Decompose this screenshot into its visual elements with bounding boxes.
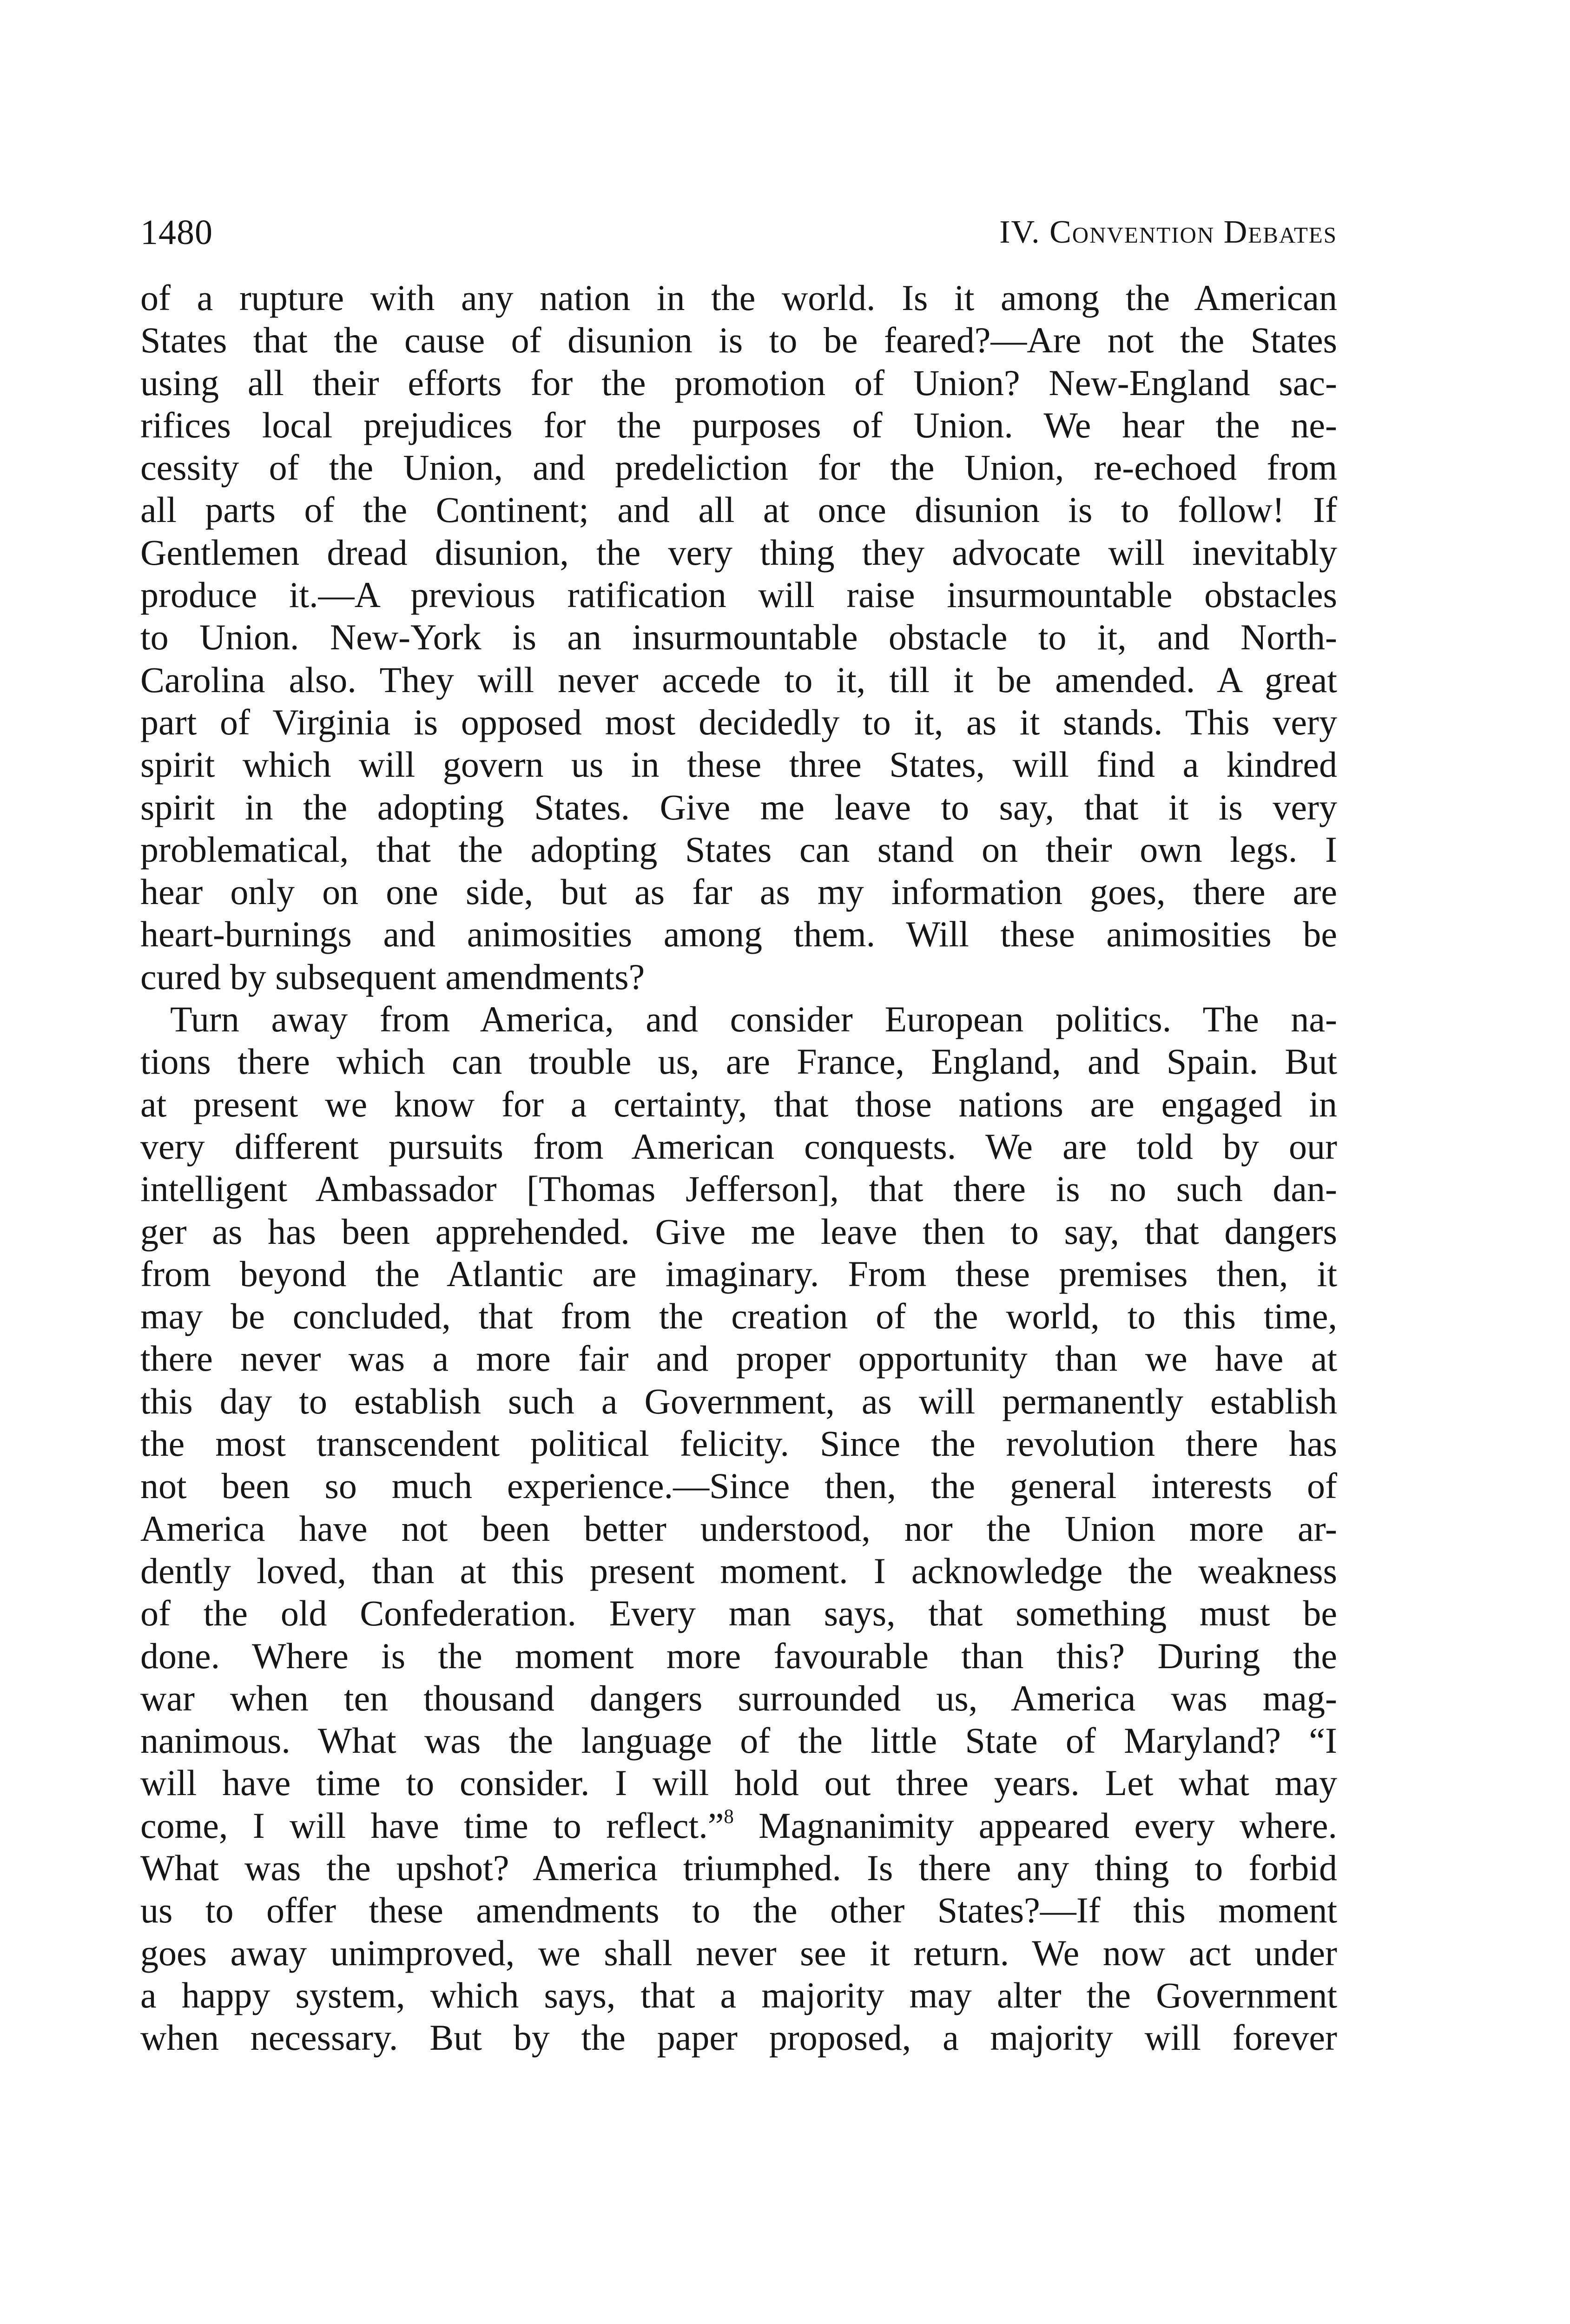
- text-line: cured by subsequent amendments?: [140, 956, 645, 997]
- text-line: produce it.—A previous ratification will raise insurmountable obstacles: [140, 574, 1337, 615]
- text-line: using all their efforts for the promotion of Union? New-England sac-: [140, 362, 1337, 403]
- text-line: problematical, that the adopting States can stand on their own legs. I: [140, 829, 1337, 870]
- text-line: dently loved, than at this present moment. I acknowledge the weakness: [140, 1550, 1337, 1591]
- text-line: done. Where is the moment more favourable than this? During the: [140, 1635, 1337, 1676]
- text-line: to Union. New-York is an insurmountable obstacle to it, and North-: [140, 617, 1337, 658]
- text-line: nanimous. What was the language of the little State of Maryland? “I: [140, 1720, 1337, 1761]
- footnote-marker: 8: [724, 1805, 734, 1828]
- text-line: ger as has been apprehended. Give me leave then to say, that dangers: [140, 1211, 1337, 1252]
- text-line: not been so much experience.—Since then, the general interests of: [140, 1466, 1337, 1506]
- text-line: part of Virginia is opposed most decidedly to it, as it stands. This very: [140, 701, 1337, 742]
- running-head: IV. Convention Debates: [999, 214, 1337, 250]
- text-line: goes away unimproved, we shall never see it return. We now act under: [140, 1932, 1337, 1973]
- text-line: spirit which will govern us in these three States, will find a kindred: [140, 744, 1337, 785]
- text-line: very different pursuits from American conquests. We are told by our: [140, 1126, 1337, 1167]
- text-line: of a rupture with any nation in the world. Is it among the American: [140, 277, 1337, 318]
- text-line: may be concluded, that from the creation of the world, to this time,: [140, 1296, 1337, 1337]
- text-line: when necessary. But by the paper proposed, a majority will forever: [140, 2017, 1337, 2058]
- text-line: this day to establish such a Government, as will permanently establish: [140, 1380, 1337, 1421]
- page-number: 1480: [140, 213, 213, 252]
- text-line: all parts of the Continent; and all at once disunion is to follow! If: [140, 489, 1337, 530]
- text-line: States that the cause of disunion is to be feared?—Are not the States: [140, 320, 1337, 361]
- text-line: us to offer these amendments to the other States?—If this moment: [140, 1890, 1337, 1931]
- text-line: from beyond the Atlantic are imaginary. From these premises then, it: [140, 1253, 1337, 1294]
- text-line: war when ten thousand dangers surrounded us, America was mag-: [140, 1677, 1337, 1718]
- text-line: rifices local prejudices for the purposes of Union. We hear the ne-: [140, 404, 1337, 445]
- text-line: Turn away from America, and consider European politics. The na-: [170, 999, 1337, 1040]
- text-segment: come, I will have time to reflect.”: [140, 1805, 724, 1846]
- text-line: will have time to consider. I will hold out three years. Let what may: [140, 1763, 1337, 1803]
- text-line: What was the upshot? America triumphed. Is there any thing to forbid: [140, 1847, 1337, 1888]
- text-line: of the old Confederation. Every man says, that something must be: [140, 1593, 1337, 1634]
- text-line: Gentlemen dread disunion, the very thing they advocate will inevitably: [140, 532, 1337, 573]
- text-line: America have not been better understood, nor the Union more ar-: [140, 1508, 1337, 1549]
- page-header: [140, 211, 1337, 253]
- text-segment: Magnanimity appeared every where.: [759, 1805, 1337, 1846]
- body-text: [140, 277, 1337, 2059]
- text-line: there never was a more fair and proper opportunity than we have at: [140, 1338, 1337, 1379]
- text-line: cessity of the Union, and predeliction for the Union, re-echoed from: [140, 447, 1337, 488]
- text-line: a happy system, which says, that a majority may alter the Government: [140, 1974, 1337, 2015]
- text-line: at present we know for a certainty, that those nations are engaged in: [140, 1083, 1337, 1124]
- text-line: spirit in the adopting States. Give me leave to say, that it is very: [140, 786, 1337, 827]
- text-line: intelligent Ambassador [Thomas Jefferson], that there is no such dan-: [140, 1169, 1337, 1209]
- text-line: the most transcendent political felicity. Since the revolution there has: [140, 1423, 1337, 1464]
- text-line: heart-burnings and animosities among them. Will these animosities be: [140, 914, 1337, 955]
- text-line: tions there which can trouble us, are France, England, and Spain. But: [140, 1041, 1337, 1082]
- text-line: hear only on one side, but as far as my information goes, there are: [140, 872, 1337, 912]
- text-line-with-footnote: [140, 1804, 1337, 1847]
- text-line: Carolina also. They will never accede to it, till it be amended. A great: [140, 659, 1337, 700]
